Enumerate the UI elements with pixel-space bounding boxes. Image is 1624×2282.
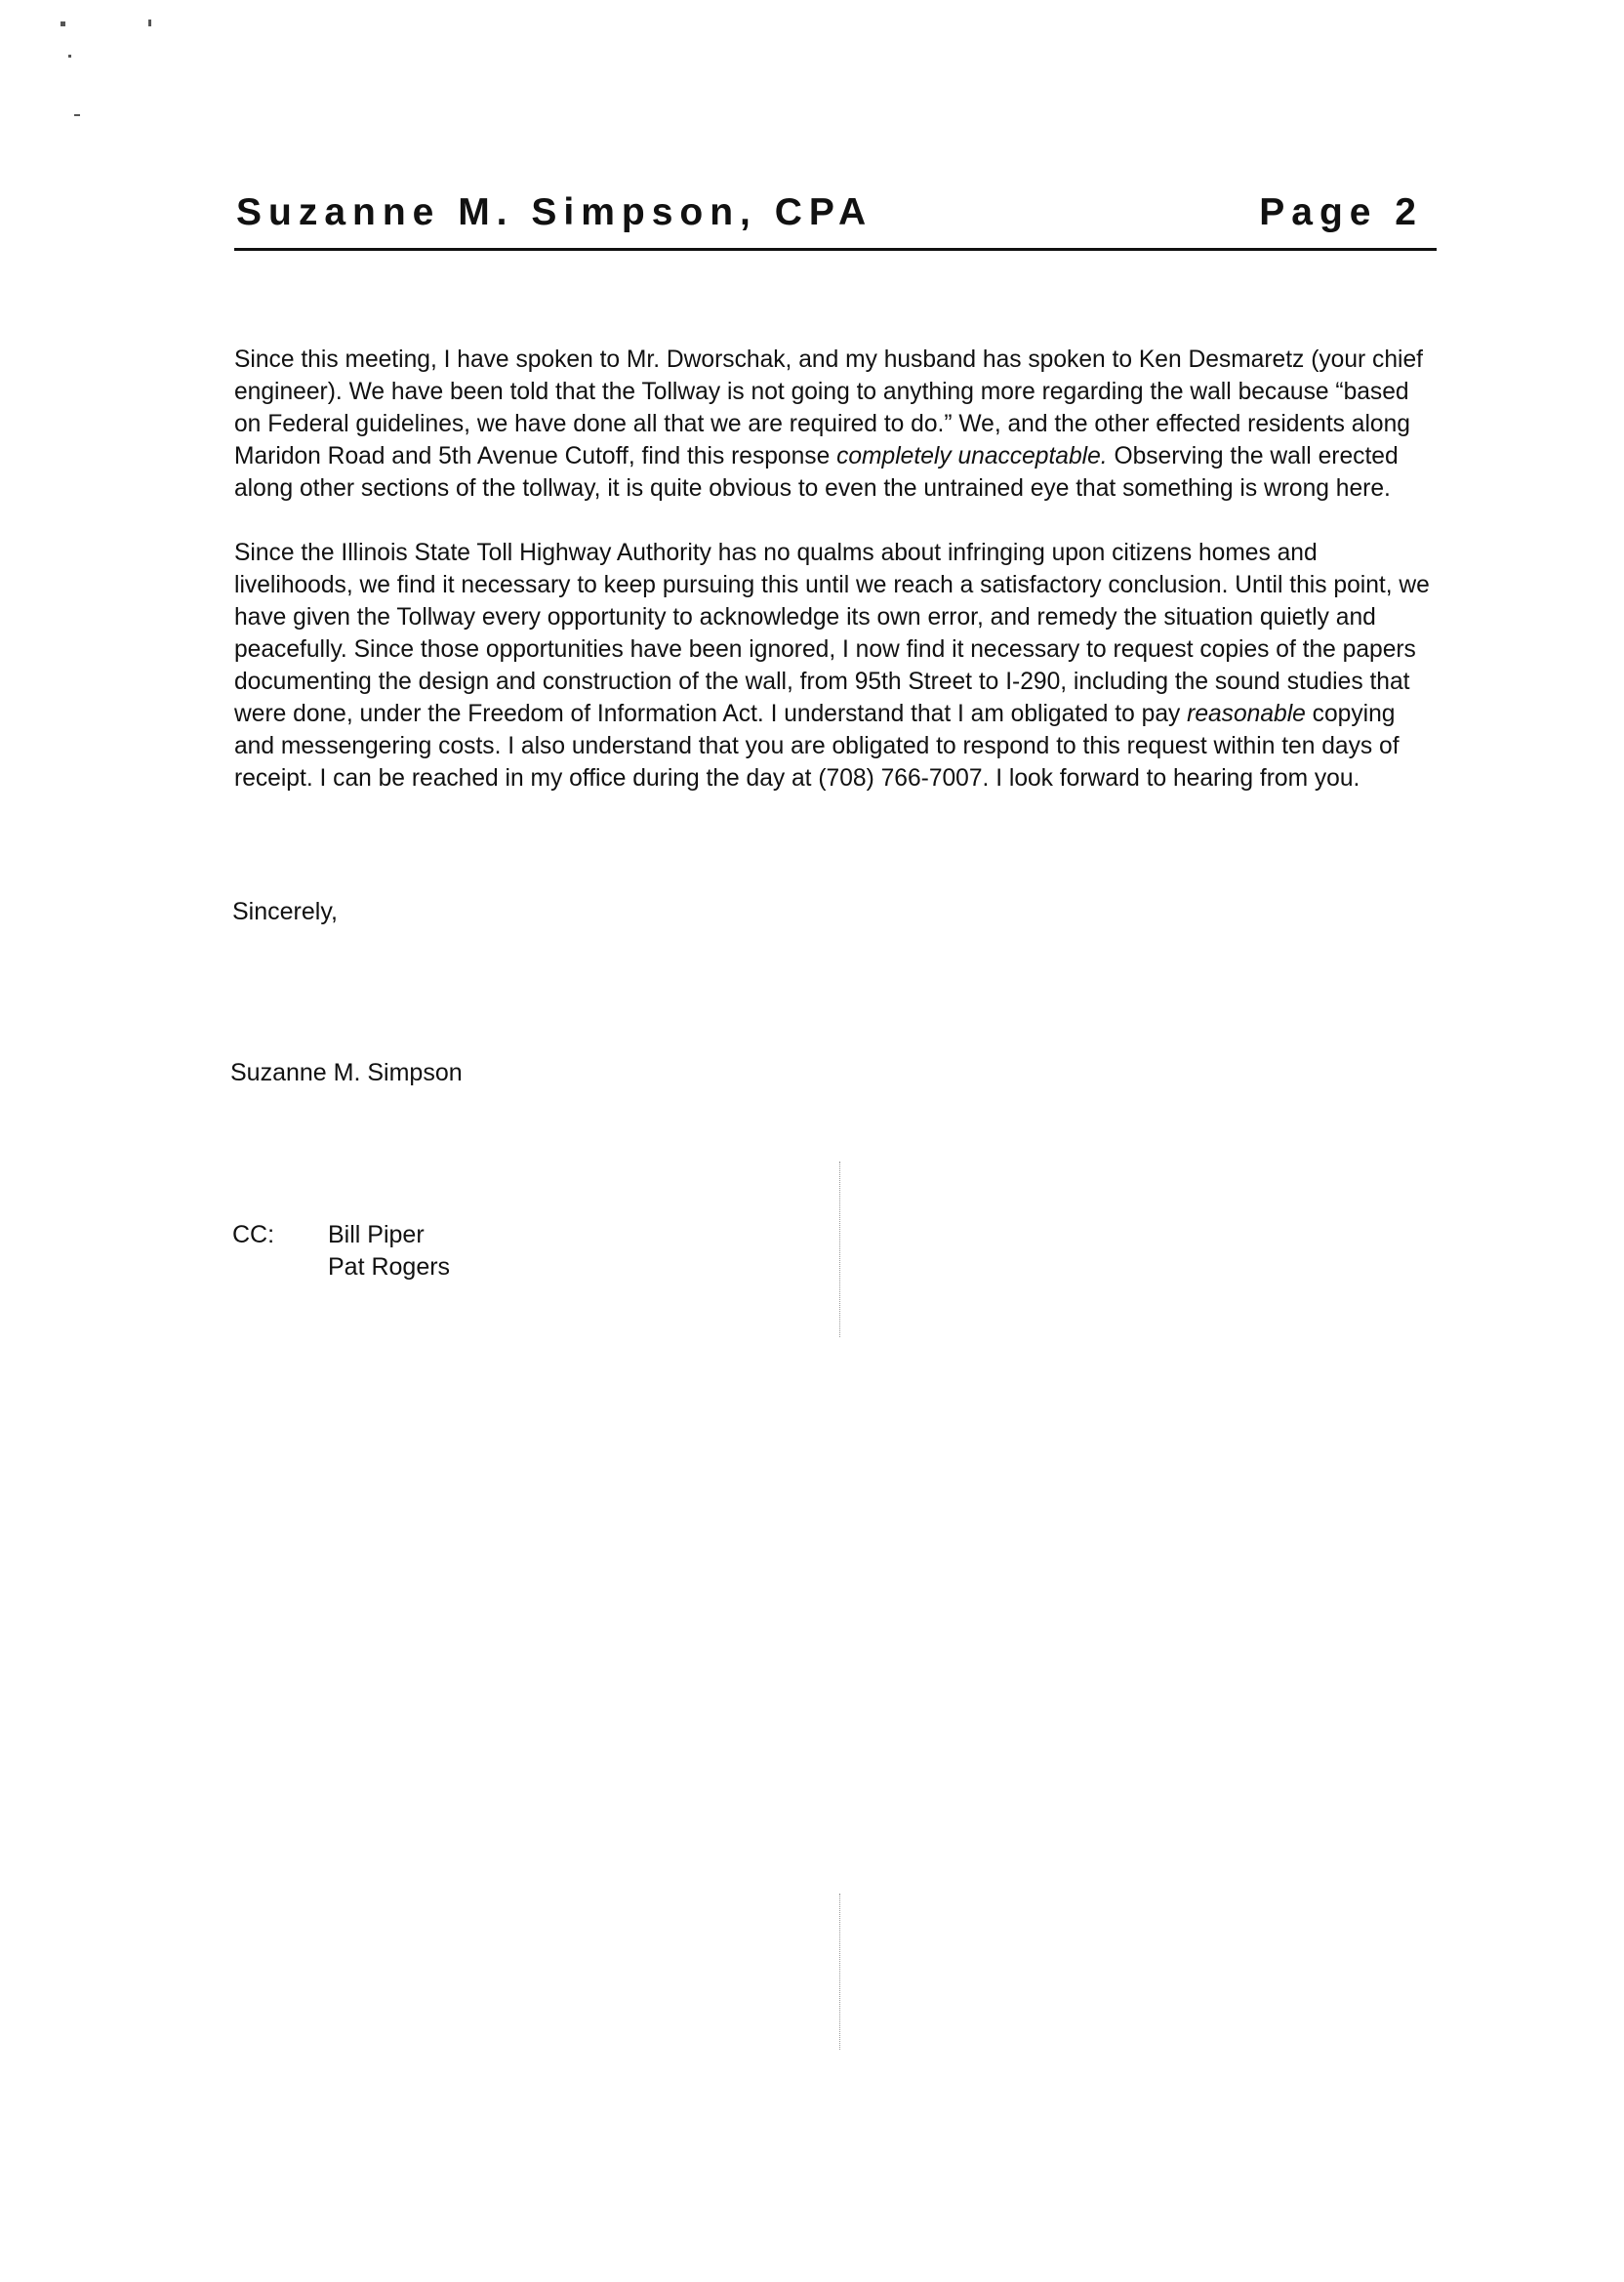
paragraph-text: Since this meeting, I have spoken to Mr. Dworschak, and my husband has spoken to Ken Desmaretz (your chief engineer). We have been told that the Tollway is not going to anything more regarding the wall because “based on Federal guidelines, we have done all that we are required to do.” We, and the other effected residents along Maridon Road and 5th Avenue Cutoff, find this response [234,346,1424,469]
paragraph-text: Since the Illinois State Toll Highway Authority has no qualms about infringing upon citizens homes and livelihoods, we find it necessary to keep pursuing this until we reach a satisfactory conclusion. Until this point, we have given the Tollway every opportunity to acknowledge its own error, and remedy the situation quietly and peacefully. Since those opportunities have been ignored, I now find it necessary to request copies of the papers documenting the design and construction of the wall, from 95th Street to I-290, including the sound studies that were done, under the Freedom of Information Act. I understand that I am obligated to pay [234,540,1430,727]
letterhead-name: Suzanne M. Simpson, CPA [236,191,873,233]
signer-name: Suzanne M. Simpson [230,1059,463,1086]
paragraph-2 [234,537,1441,795]
cc-names [328,1219,450,1284]
cc-label: CC: [232,1221,275,1248]
scan-streak [839,1161,841,1337]
letter-body [234,344,1441,827]
paragraph-emphasis: completely unacceptable. [836,443,1108,469]
letterhead [234,191,1437,251]
cc-recipient: Pat Rogers [328,1253,451,1281]
scan-speck [68,55,71,58]
paragraph-text: Observing the wall erected along other sections of the tollway, it is quite obvious to even the untrained eye that something is wrong here. [234,443,1399,502]
scan-speck [148,20,151,26]
paragraph-text: copying and messengering costs. I also understand that you are obligated to respond to this request within ten days of receipt. I can be reached in my office during the day at (708) 766-7007. I look forward to hearing from you. [234,701,1400,792]
closing: Sincerely, [232,898,338,925]
scan-speck [74,114,80,116]
cc-recipient: Bill Piper [328,1221,425,1248]
scan-streak [839,1894,841,2050]
paragraph-emphasis: reasonable [1187,701,1306,727]
scan-speck [61,21,65,26]
paragraph-1 [234,344,1441,505]
page-number: Page 2 [1259,191,1423,233]
